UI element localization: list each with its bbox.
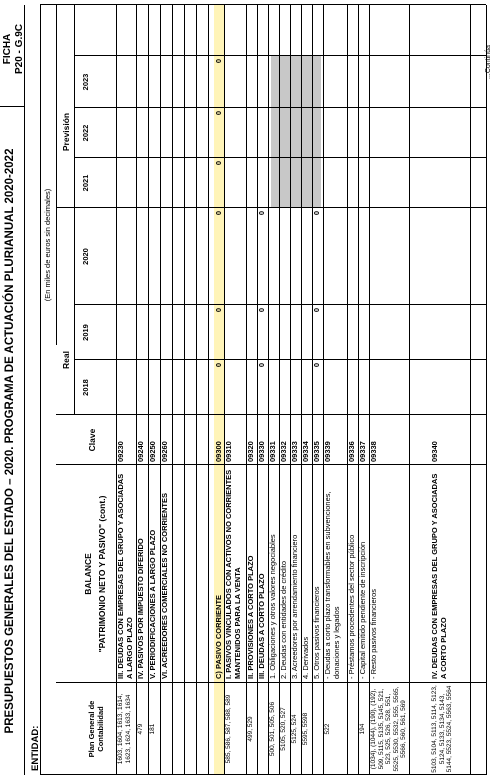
pgc-accounts: 181 bbox=[149, 723, 156, 735]
pgc-accounts: 5105, 520, 527 bbox=[280, 707, 287, 751]
balance-item-label: I. PASIVOS VINCULADOS CON ACTIVOS NO CORRIENTES MANTENIDOS PARA LA VENTA bbox=[224, 469, 242, 679]
year-2023: 2023 bbox=[81, 73, 90, 91]
row-divider bbox=[172, 5, 173, 775]
row-divider bbox=[409, 5, 410, 775]
balance-item-label: V. PERIODIFICACIONES A LARGO PLAZO bbox=[148, 529, 157, 679]
clave-code: 09338 bbox=[369, 441, 378, 462]
year-2018: 2018 bbox=[81, 379, 90, 396]
value-cell: 0 bbox=[214, 363, 223, 368]
column-divider bbox=[56, 682, 486, 683]
pgc-accounts: 522 bbox=[324, 723, 331, 735]
column-divider bbox=[56, 464, 486, 465]
clave-code: 09300 bbox=[214, 441, 223, 462]
clave-code: 09331 bbox=[268, 441, 277, 462]
ficha-block bbox=[2, 9, 26, 89]
value-cell: 0 bbox=[214, 111, 223, 116]
value-cell: 0 bbox=[312, 308, 321, 313]
group-prevision: Previsión bbox=[61, 112, 71, 152]
clave-code: 09337 bbox=[358, 441, 367, 462]
units-note: (En miles de euros sin decimales) bbox=[43, 188, 52, 302]
group-real: Real bbox=[61, 351, 71, 369]
value-cell: 0 bbox=[312, 211, 321, 216]
clave-code: 09310 bbox=[224, 441, 233, 462]
clave-code: 09320 bbox=[246, 441, 255, 462]
balance-item-label: - Resto pasivos financieros bbox=[369, 588, 378, 679]
clave-code: 09333 bbox=[290, 441, 299, 462]
row-divider bbox=[184, 5, 185, 775]
balance-item-label: II. PROVISIONES A CORTO PLAZO bbox=[246, 555, 255, 679]
col-balance-header-1: BALANCE bbox=[83, 553, 93, 595]
column-divider bbox=[56, 414, 486, 415]
clave-code: 09240 bbox=[136, 441, 145, 462]
value-cell: 0 bbox=[214, 59, 223, 64]
pgc-accounts: 1603, 1604, 1613, 1614, 1623, 1624, 1633, 1634 bbox=[117, 693, 132, 765]
clave-code: 09339 bbox=[323, 441, 332, 462]
pgc-accounts: 5595, 5598 bbox=[302, 712, 309, 746]
clave-code: 09335 bbox=[312, 441, 321, 462]
pgc-accounts: 479 bbox=[137, 723, 144, 735]
clave-code: 09260 bbox=[160, 441, 169, 462]
year-2021: 2021 bbox=[81, 174, 90, 192]
ficha-label: FICHA bbox=[2, 33, 13, 65]
clave-code: 09340 bbox=[430, 441, 439, 462]
column-divider bbox=[40, 774, 486, 775]
value-cell: 0 bbox=[257, 211, 266, 216]
balance-item-label: 1. Obligaciones y otros valores negociables bbox=[268, 534, 277, 679]
year-2019: 2019 bbox=[81, 324, 90, 341]
col-plan-header: Plan General de Contabilidad bbox=[87, 700, 105, 758]
value-cell: 0 bbox=[214, 161, 223, 166]
column-divider bbox=[74, 55, 486, 56]
pgc-accounts: (1034), (1044), (190), (192), 509, 5115, 5135, 5145, 521, 523, 525, 526, 528, 551, 5525, 5530, 5532, 555, 5565, 5566, 560, 561, 569 bbox=[370, 686, 407, 772]
row-divider bbox=[470, 5, 471, 775]
col-clave-header: Clave bbox=[87, 428, 97, 452]
page-title: PRESUPUESTOS GENERALES DEL ESTADO – 2020. PROGRAMA DE ACTUACIÓN PLURIANUAL 2020-2022 bbox=[4, 148, 16, 734]
year-2022: 2022 bbox=[81, 124, 90, 142]
balance-item-label: III. DEUDAS CON EMPRESAS DEL GRUPO Y ASOCIADAS A LARGO PLAZO bbox=[116, 473, 134, 679]
row-divider bbox=[196, 5, 197, 775]
column-divider bbox=[74, 107, 486, 108]
value-cell: 0 bbox=[312, 363, 321, 368]
value-cell: 0 bbox=[257, 363, 266, 368]
balance-item-label: 2. Deudas con entidades de crédito bbox=[279, 561, 288, 679]
ficha-code: P20 - G.9C bbox=[14, 23, 25, 75]
balance-item-label: III. DEUDAS A CORTO PLAZO bbox=[257, 573, 266, 679]
pgc-accounts: 585, 586, 587, 588, 589 bbox=[225, 694, 232, 764]
column-divider bbox=[40, 4, 486, 5]
continua-note: ...Continúa bbox=[485, 45, 492, 79]
pgc-accounts: 5103, 5104, 5113, 5114, 5123, 5124, 5133, 5134, 5143, 5144, 5523, 5524, 5563, 5564 bbox=[431, 685, 453, 773]
balance-item-label: 4. Derivados bbox=[301, 636, 310, 679]
balance-item-label: - Capital emitido pendiente de inscripción bbox=[358, 541, 367, 679]
column-divider bbox=[74, 304, 486, 305]
clave-code: 09230 bbox=[116, 441, 125, 462]
table-bottom-border bbox=[486, 5, 487, 775]
balance-item-label: C) PASIVO CORRIENTE bbox=[214, 594, 223, 679]
balance-item-label: IV. PASIVOS POR IMPUESTO DIFERIDO bbox=[136, 538, 145, 679]
clave-code: 09336 bbox=[347, 441, 356, 462]
value-cell: 0 bbox=[214, 211, 223, 216]
balance-table bbox=[40, 5, 486, 775]
column-divider bbox=[74, 359, 486, 360]
col-balance-header-2: "PATRIMONIO NETO Y PASIVO" (cont.) bbox=[97, 495, 107, 653]
year-2020: 2020 bbox=[81, 248, 90, 265]
value-cell: 0 bbox=[257, 308, 266, 313]
clave-code: 09250 bbox=[148, 441, 157, 462]
clave-code: 09330 bbox=[257, 441, 266, 462]
balance-item-label: - Préstamos procedentes del sector público bbox=[347, 534, 356, 679]
clave-code: 09334 bbox=[301, 441, 310, 462]
entidad-label: ENTIDAD: bbox=[30, 725, 41, 771]
pgc-accounts: 499, 529 bbox=[247, 716, 254, 742]
column-divider bbox=[74, 157, 486, 158]
balance-item-label: IV. DEUDAS CON EMPRESAS DEL GRUPO Y ASOCIADAS A CORTO PLAZO bbox=[430, 473, 448, 679]
balance-item-label: 3. Acreedores por arrendamiento financiero bbox=[290, 534, 299, 679]
balance-item-label: 5. Otros pasivos financieros bbox=[312, 586, 321, 679]
pgc-accounts: 5125, 524 bbox=[291, 714, 298, 744]
pgc-accounts: 500, 501, 505, 506 bbox=[269, 701, 276, 757]
column-divider bbox=[56, 207, 486, 208]
value-cell: 0 bbox=[214, 308, 223, 313]
row-divider bbox=[208, 5, 209, 775]
balance-item-label: - Deudas a corto plazo transformables en subvenciones, donaciones y legados bbox=[323, 491, 341, 679]
pgc-accounts: 194 bbox=[359, 723, 366, 735]
balance-item-label: VI. ACREEDORES COMERCIALES NO CORRIENTES bbox=[160, 493, 169, 679]
clave-code: 09332 bbox=[279, 441, 288, 462]
